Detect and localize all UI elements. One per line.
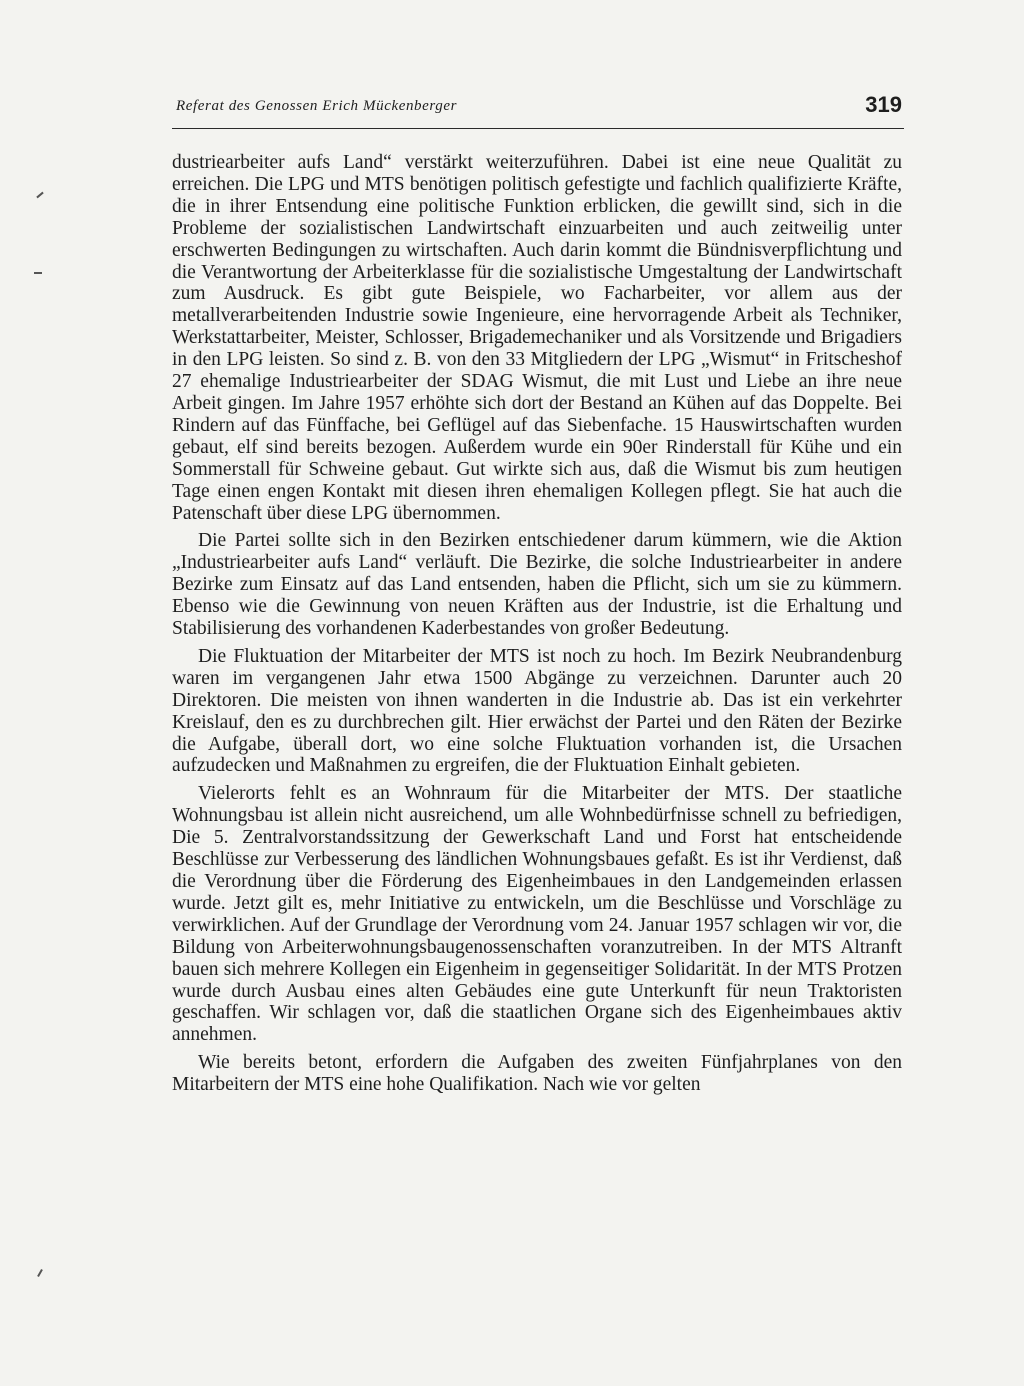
paragraph: Vielerorts fehlt es an Wohnraum für die Mitarbeiter der MTS. Der staatliche Wohnungsbau ist allein nicht ausreichend, um alle Wohnbedürfnisse schnell zu befriedigen, Die 5. Zentralvorstandssitzung der Gewerkschaft Land und Forst hat entscheidende Beschlüsse zur Verbesserung des ländlichen Wohnungsbaues gefaßt. Es ist ihr Verdienst, daß die Verordnung über die Förderung des Eigenheimbaues in den Landgemeinden erlassen wurde. Jetzt gilt es, mehr Initiative zu entwickeln, um die Beschlüsse und Vorschläge zu verwirklichen. Auf der Grundlage der Verordnung vom 24. Januar 1957 schlagen wir vor, die Bildung von Arbeiterwohnungsbaugenossenschaften voranzutreiben. In der MTS Altranft bauen sich mehrere Kollegen ein Eigenheim in gegenseitiger Solidarität. In der MTS Protzen wurde durch Ausbau eines alten Gebäudes eine gute Unterkunft für neun Traktoristen geschaffen. Wir schlagen vor, daß die staatlichen Organe sich des Eigenheimbaues aktiv annehmen. bbox=[172, 783, 902, 1046]
margin-mark bbox=[36, 192, 43, 199]
paragraph: Die Fluktuation der Mitarbeiter der MTS ist noch zu hoch. Im Bezirk Neubrandenburg waren im vergangenen Jahr etwa 1500 Abgänge zu verzeichnen. Darunter auch 20 Direktoren. Die meisten von ihnen wanderten in die Industrie ab. Das ist ein verkehrter Kreislauf, den es zu durchbrechen gilt. Hier erwächst der Partei und den Räten der Bezirke die Aufgabe, überall dort, wo eine solche Fluktuation vorhanden ist, die Ursachen aufzudecken und Maßnahmen zu ergreifen, die der Fluktuation Einhalt gebieten. bbox=[172, 645, 902, 777]
page-header bbox=[172, 92, 904, 129]
paragraph: Die Partei sollte sich in den Bezirken entschiedener darum kümmern, wie die Aktion „Industriearbeiter aufs Land“ verläuft. Die Bezirke, die solche Industriearbeiter in andere Bezirke zum Einsatz auf das Land entsenden, haben die Pflicht, sich um sie zu kümmern. Ebenso wie die Gewinnung von neuen Kräften aus der Industrie, ist die Erhaltung und Stabilisierung des vorhandenen Kaderbestandes von großer Bedeutung. bbox=[172, 530, 902, 640]
paragraph: dustriearbeiter aufs Land“ verstärkt weiterzuführen. Dabei ist eine neue Qualität zu erreichen. Die LPG und MTS benötigen politisch gefestigte und fachlich qualifizierte Kräfte, die in ihrer Entsendung eine politische Funktion erblicken, die gewillt sind, sich in die Probleme der sozialistischen Landwirtschaft einzuarbeiten und auch zeitweilig unter erschwerten Bedingungen zu wirtschaften. Auch darin kommt die Bündnisverpflichtung und die Verantwortung der Arbeiterklasse für die sozialistische Umgestaltung der Landwirtschaft zum Ausdruck. Es gibt gute Beispiele, wo Facharbeiter, vor allem aus der metallverarbeitenden Industrie sowie Ingenieure, eine hervorragende Arbeit als Techniker, Werkstattarbeiter, Meister, Schlosser, Brigademechaniker und als Vorsitzende und Brigadiers in den LPG leisten. So sind z. B. von den 33 Mitgliedern der LPG „Wismut“ in Fritscheshof 27 ehemalige Industriearbeiter der SDAG Wismut, die mit Lust und Liebe an ihre neue Arbeit gingen. Im Jahre 1957 erhöhte sich dort der Bestand an Kühen auf das Doppelte. Bei Rindern auf das Fünffache, bei Geflügel auf das Siebenfache. 15 Hauswirtschaften wurden gebaut, elf sind bereits bezogen. Außerdem wurde ein 90er Rinderstall für Kühe und ein Sommerstall für Schweine gebaut. Gut wirkte sich aus, daß die Wismut bis zum heutigen Tage einen engen Kontakt mit diesen ihren ehemaligen Kollegen pflegt. Sie hat auch die Patenschaft über diese LPG übernommen. bbox=[172, 152, 902, 524]
margin-mark bbox=[37, 1269, 43, 1277]
margin-mark bbox=[34, 272, 42, 274]
body-text bbox=[172, 152, 902, 1096]
running-title: Referat des Genossen Erich Mückenberger bbox=[176, 98, 458, 114]
paragraph: Wie bereits betont, erfordern die Aufgaben des zweiten Fünfjahrplanes von den Mitarbeitern der MTS eine hohe Qualifikation. Nach wie vor gelten bbox=[172, 1052, 902, 1096]
page-number: 319 bbox=[865, 92, 902, 117]
